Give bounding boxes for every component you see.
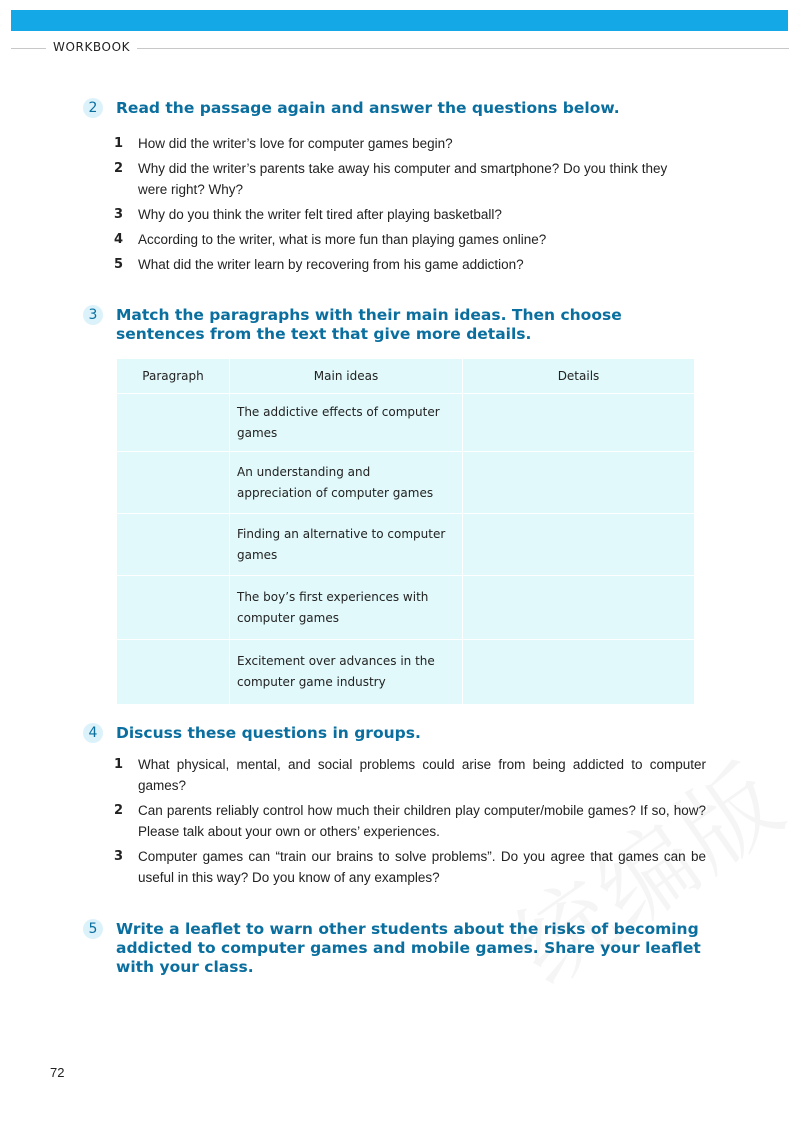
section-2-title-text: Read the passage again and answer the questions below.	[116, 99, 620, 117]
section-4-title-text: Discuss these questions in groups.	[116, 724, 421, 742]
question-item: 2 Can parents reliably control how much their children play computer/mobile games? If so, how? Please talk about your own or others’ experiences.	[114, 803, 706, 839]
main-idea-cell: The addictive effects of computer games	[230, 394, 463, 452]
question-item: 3 Why do you think the writer felt tired after playing basketball?	[114, 207, 502, 222]
paragraph-cell[interactable]	[117, 576, 230, 640]
section-3-number: 3	[83, 305, 103, 325]
details-cell[interactable]	[463, 576, 695, 640]
section-5-title-text: Write a leaflet to warn other students about the risks of becoming addicted to computer games and mobile games. Share your leaflet with your class.	[116, 920, 701, 976]
table-row	[117, 452, 695, 514]
question-item: 4 According to the writer, what is more fun than playing games online?	[114, 232, 547, 247]
table-row	[117, 576, 695, 640]
paragraph-cell[interactable]	[117, 514, 230, 576]
section-3-title-text: Match the paragraphs with their main ideas. Then choose sentences from the text that give more details.	[116, 306, 622, 343]
details-cell[interactable]	[463, 394, 695, 452]
main-ideas-table	[117, 359, 695, 704]
main-idea-cell: Excitement over advances in the computer game industry	[230, 640, 463, 704]
main-idea-cell: The boy’s first experiences with computer games	[230, 576, 463, 640]
details-cell[interactable]	[463, 514, 695, 576]
table-row	[117, 394, 695, 452]
section-3-title	[86, 306, 706, 344]
question-item: 1 What physical, mental, and social problems could arise from being addicted to computer games?	[114, 757, 706, 793]
question-item: 2 Why did the writer’s parents take away his computer and smartphone? Do you think they were right? Why?	[114, 161, 668, 197]
section-2	[86, 99, 706, 275]
paragraph-cell[interactable]	[117, 640, 230, 704]
column-header-details: Details	[463, 359, 695, 394]
section-4-title	[86, 724, 706, 743]
section-2-number: 2	[83, 98, 103, 118]
table-header-row	[117, 359, 695, 394]
section-4-number: 4	[83, 723, 103, 743]
question-item: 3 Computer games can “train our brains to solve problems”. Do you agree that games can be useful in this way? Do you know of any examples?	[114, 849, 706, 885]
details-cell[interactable]	[463, 640, 695, 704]
main-idea-cell: An understanding and appreciation of computer games	[230, 452, 463, 514]
paragraph-cell[interactable]	[117, 452, 230, 514]
section-5-number: 5	[83, 919, 103, 939]
question-item: 5 What did the writer learn by recovering from his game addiction?	[114, 257, 524, 272]
details-cell[interactable]	[463, 452, 695, 514]
section-3	[86, 306, 706, 344]
section-2-questions	[86, 133, 706, 275]
main-idea-cell: Finding an alternative to computer games	[230, 514, 463, 576]
section-2-title	[86, 99, 706, 118]
column-header-main-ideas: Main ideas	[230, 359, 463, 394]
column-header-paragraph: Paragraph	[117, 359, 230, 394]
paragraph-cell[interactable]	[117, 394, 230, 452]
page-number: 72	[50, 1065, 65, 1080]
table-row	[117, 640, 695, 704]
top-color-bar	[11, 10, 788, 31]
question-item: 1 How did the writer’s love for computer games begin?	[114, 136, 453, 151]
workbook-label: WORKBOOK	[46, 40, 137, 54]
table-row	[117, 514, 695, 576]
